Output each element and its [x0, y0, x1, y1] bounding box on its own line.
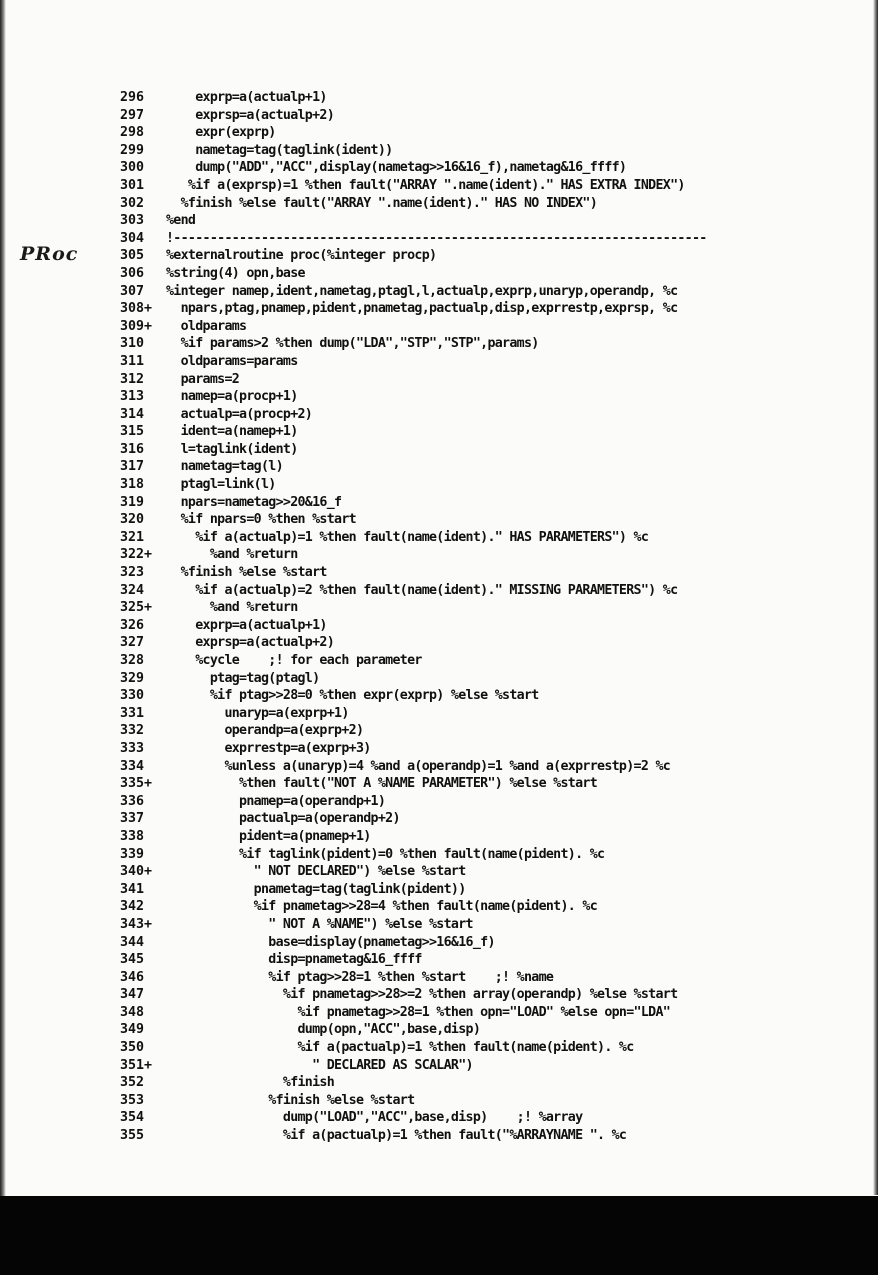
line-code: %if pnametag>>28>=2 %then array(operandp) %else %start: [166, 987, 678, 1003]
code-line: [0, 1004, 878, 1022]
line-number: 354: [120, 1110, 145, 1126]
line-number: 341: [120, 881, 145, 897]
line-number: 297: [120, 107, 145, 123]
line-code: l=taglink(ident): [166, 441, 298, 457]
line-code: %if a(actualp)=1 %then fault(name(ident)." HAS PARAMETERS") %c: [166, 529, 649, 545]
line-number: 352: [120, 1075, 145, 1091]
line-code: %if npars=0 %then %start: [166, 512, 356, 528]
line-code: %if a(actualp)=2 %then fault(name(ident)." MISSING PARAMETERS") %c: [166, 582, 678, 598]
line-code: %if pnametag>>28=1 %then opn="LOAD" %else opn="LDA": [166, 1004, 671, 1020]
line-number: 309+: [120, 318, 153, 334]
line-number: 307: [120, 283, 145, 299]
line-number: 338: [120, 828, 145, 844]
line-number: 346: [120, 969, 145, 985]
code-line: [0, 529, 878, 547]
line-number: 301: [120, 177, 145, 193]
code-line: [0, 212, 878, 230]
code-line: [0, 318, 878, 336]
code-line: [0, 107, 878, 125]
line-code: %if a(pactualp)=1 %then fault("%ARRAYNAME ". %c: [166, 1128, 627, 1144]
line-number: 324: [120, 582, 145, 598]
line-number: 300: [120, 160, 145, 176]
line-number: 331: [120, 705, 145, 721]
line-number: 329: [120, 670, 145, 686]
code-line: [0, 1057, 878, 1075]
code-line: [0, 934, 878, 952]
line-code: %then fault("NOT A %NAME PARAMETER") %else %start: [166, 776, 598, 792]
code-line: [0, 951, 878, 969]
code-line: [0, 1127, 878, 1145]
line-code: pnametag=tag(taglink(pident)): [166, 881, 466, 897]
code-line: [0, 634, 878, 652]
code-line: [0, 1109, 878, 1127]
line-code: npars=nametag>>20&16_f: [166, 494, 342, 510]
line-number: 318: [120, 477, 145, 493]
code-line: [0, 758, 878, 776]
code-line: [0, 881, 878, 899]
code-line: [0, 195, 878, 213]
line-code: " DECLARED AS SCALAR"): [166, 1057, 473, 1073]
line-code: pident=a(pnamep+1): [166, 828, 371, 844]
line-code: oldparams: [166, 318, 247, 334]
scan-bottom-shadow: [0, 1196, 878, 1275]
line-code: ident=a(namep+1): [166, 424, 298, 440]
line-code: %if ptag>>28=0 %then expr(exprp) %else %start: [166, 688, 539, 704]
line-number: 322+: [120, 547, 153, 563]
line-number: 336: [120, 793, 145, 809]
line-number: 299: [120, 142, 145, 158]
line-code: %and %return: [166, 547, 298, 563]
code-line: [0, 1021, 878, 1039]
line-code: operandp=a(exprp+2): [166, 723, 364, 739]
code-line: [0, 423, 878, 441]
line-code: dump("ADD","ACC",display(nametag>>16&16_f),nametag&16_ffff): [166, 160, 627, 176]
line-code: expr(exprp): [166, 125, 276, 141]
line-number: 296: [120, 90, 145, 105]
line-number: 342: [120, 899, 145, 915]
line-code: " NOT A %NAME") %else %start: [166, 916, 473, 932]
line-number: 311: [120, 353, 145, 369]
line-number: 319: [120, 494, 145, 510]
line-code: exprsp=a(actualp+2): [166, 635, 335, 651]
line-code: %unless a(unaryp)=4 %and a(operandp)=1 %and a(exprrestp)=2 %c: [166, 758, 671, 774]
code-line: [0, 582, 878, 600]
line-code: disp=pnametag&16_ffff: [166, 952, 422, 968]
line-number: 328: [120, 653, 145, 668]
code-line: [0, 371, 878, 389]
line-code: nametag=tag(taglink(ident)): [166, 142, 393, 158]
line-code: %finish %else %start: [166, 565, 327, 581]
code-line: [0, 441, 878, 459]
line-number: 325+: [120, 600, 153, 616]
line-number: 339: [120, 846, 145, 862]
line-number: 321: [120, 529, 145, 545]
line-code: exprsp=a(actualp+2): [166, 107, 335, 123]
line-code: %end: [166, 213, 196, 229]
code-line: [0, 511, 878, 529]
line-number: 308+: [120, 301, 153, 317]
code-line: [0, 898, 878, 916]
code-line: [0, 564, 878, 582]
line-code: %finish %else fault("ARRAY ".name(ident)." HAS NO INDEX"): [166, 195, 598, 211]
line-code: %if taglink(pident)=0 %then fault(name(pident). %c: [166, 846, 605, 862]
code-line: [0, 388, 878, 406]
line-code: %externalroutine proc(%integer procp): [166, 248, 437, 264]
line-code: %string(4) opn,base: [166, 265, 305, 281]
code-line: [0, 89, 878, 107]
code-listing: [0, 89, 878, 1145]
code-line: [0, 283, 878, 301]
line-number: 337: [120, 811, 145, 827]
line-number: 305: [120, 248, 145, 264]
code-line: [0, 406, 878, 424]
line-number: 320: [120, 512, 145, 528]
code-line: [0, 142, 878, 160]
code-line: [0, 230, 878, 248]
line-code: params=2: [166, 371, 240, 387]
code-line: [0, 177, 878, 195]
line-number: 315: [120, 424, 145, 440]
line-number: 335+: [120, 776, 153, 792]
code-line: [0, 494, 878, 512]
line-number: 345: [120, 952, 145, 968]
line-number: 327: [120, 635, 145, 651]
line-code: %cycle ;! for each parameter: [166, 653, 422, 668]
code-line: [0, 476, 878, 494]
code-line: [0, 846, 878, 864]
line-number: 343+: [120, 916, 153, 932]
code-line: [0, 775, 878, 793]
line-number: 304: [120, 230, 145, 246]
line-code: %if a(pactualp)=1 %then fault(name(pident). %c: [166, 1040, 634, 1056]
code-line: [0, 247, 878, 265]
line-number: 350: [120, 1040, 145, 1056]
line-number: 353: [120, 1092, 145, 1108]
line-number: 349: [120, 1022, 145, 1038]
line-number: 310: [120, 336, 145, 352]
code-line: [0, 159, 878, 177]
line-code: %if pnametag>>28=4 %then fault(name(pident). %c: [166, 899, 598, 915]
line-number: 326: [120, 617, 145, 633]
code-line: [0, 652, 878, 670]
line-code: pnamep=a(operandp+1): [166, 793, 386, 809]
line-code: !-------------------------------------------------------------------------: [166, 230, 707, 246]
code-line: [0, 986, 878, 1004]
line-code: " NOT DECLARED") %else %start: [166, 864, 466, 880]
line-number: 323: [120, 565, 145, 581]
line-code: base=display(pnametag>>16&16_f): [166, 934, 495, 950]
line-number: 347: [120, 987, 145, 1003]
code-line: [0, 599, 878, 617]
code-line: [0, 353, 878, 371]
line-code: exprp=a(actualp+1): [166, 617, 327, 633]
line-code: %and %return: [166, 600, 298, 616]
line-code: %if a(exprsp)=1 %then fault("ARRAY ".name(ident)." HAS EXTRA INDEX"): [166, 177, 685, 193]
code-line: [0, 705, 878, 723]
line-number: 314: [120, 406, 145, 422]
line-code: pactualp=a(operandp+2): [166, 811, 400, 827]
line-code: actualp=a(procp+2): [166, 406, 313, 422]
code-line: [0, 458, 878, 476]
line-code: npars,ptag,pnamep,pident,pnametag,pactualp,disp,exprrestp,exprsp, %c: [166, 301, 678, 317]
code-line: [0, 863, 878, 881]
code-line: [0, 546, 878, 564]
line-number: 355: [120, 1128, 145, 1144]
code-line: [0, 793, 878, 811]
line-number: 306: [120, 265, 145, 281]
code-line: [0, 810, 878, 828]
line-number: 348: [120, 1004, 145, 1020]
line-number: 298: [120, 125, 145, 141]
code-line: [0, 1074, 878, 1092]
code-line: [0, 828, 878, 846]
line-number: 334: [120, 758, 145, 774]
line-code: %integer namep,ident,nametag,ptagl,l,actualp,exprp,unaryp,operandp, %c: [166, 283, 678, 299]
line-code: %finish %else %start: [166, 1092, 415, 1108]
line-number: 344: [120, 934, 145, 950]
code-line: [0, 670, 878, 688]
line-code: dump("LOAD","ACC",base,disp) ;! %array: [166, 1110, 583, 1126]
code-line: [0, 916, 878, 934]
line-code: %finish: [166, 1075, 335, 1091]
line-code: %if params>2 %then dump("LDA","STP","STP",params): [166, 336, 539, 352]
code-line: [0, 124, 878, 142]
code-line: [0, 687, 878, 705]
line-number: 316: [120, 441, 145, 457]
code-line: [0, 617, 878, 635]
code-line: [0, 265, 878, 283]
line-code: oldparams=params: [166, 353, 298, 369]
code-line: [0, 1092, 878, 1110]
line-code: exprp=a(actualp+1): [166, 90, 327, 105]
line-code: ptagl=link(l): [166, 477, 276, 493]
code-line: [0, 740, 878, 758]
line-code: exprrestp=a(exprp+3): [166, 740, 371, 756]
line-code: dump(opn,"ACC",base,disp): [166, 1022, 481, 1038]
line-number: 351+: [120, 1057, 153, 1073]
handwritten-margin-note: PRoc: [20, 243, 79, 265]
line-number: 330: [120, 688, 145, 704]
line-code: %if ptag>>28=1 %then %start ;! %name: [166, 969, 554, 985]
line-code: nametag=tag(l): [166, 459, 283, 475]
line-code: unaryp=a(exprp+1): [166, 705, 349, 721]
line-number: 317: [120, 459, 145, 475]
line-number: 313: [120, 389, 145, 405]
line-number: 302: [120, 195, 145, 211]
line-number: 312: [120, 371, 145, 387]
line-number: 303: [120, 213, 145, 229]
line-code: namep=a(procp+1): [166, 389, 298, 405]
line-code: ptag=tag(ptagl): [166, 670, 320, 686]
code-line: [0, 1039, 878, 1057]
line-number: 332: [120, 723, 145, 739]
code-line: [0, 722, 878, 740]
code-line: [0, 300, 878, 318]
code-line: [0, 335, 878, 353]
line-number: 340+: [120, 864, 153, 880]
line-number: 333: [120, 740, 145, 756]
code-line: [0, 969, 878, 987]
